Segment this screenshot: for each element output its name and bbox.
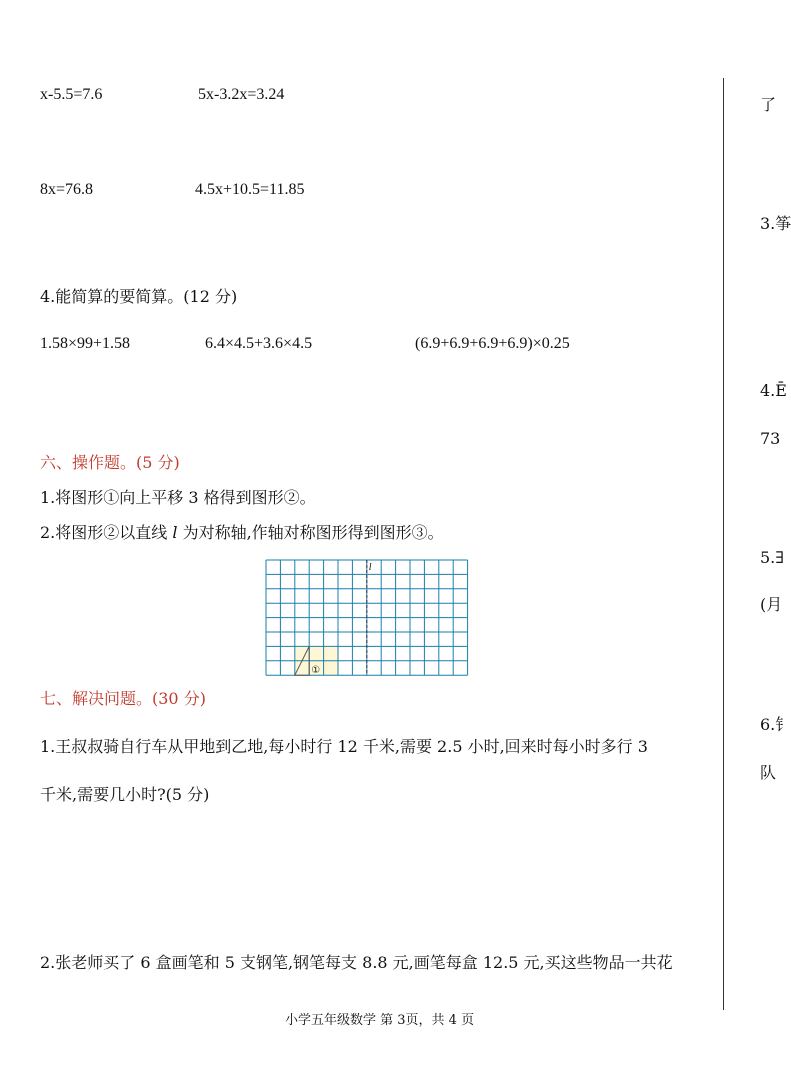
grid-figure xyxy=(265,559,468,677)
section7-title: 七、解决问题。(30 分) xyxy=(40,689,206,708)
q4-title: 4.能简算的要简算。(12 分) xyxy=(40,287,238,306)
equation-1: x-5.5=7.6 xyxy=(40,86,103,103)
q4-item-2: 6.4×4.5+3.6×4.5 xyxy=(205,335,313,352)
right-fragment-2: 3.筝 xyxy=(760,214,791,233)
section6-q2-after: 为对称轴,作轴对称图形得到图形③。 xyxy=(177,523,444,542)
right-fragment-8: 队 xyxy=(760,763,777,782)
section6-q2 xyxy=(40,524,444,542)
equation-2: 5x-3.2x=3.24 xyxy=(198,86,285,103)
section6-q1: 1.将图形①向上平移 3 格得到图形②。 xyxy=(40,488,316,507)
right-fragment-3: 4.Ē xyxy=(760,381,787,400)
q4-item-1: 1.58×99+1.58 xyxy=(40,335,131,352)
equation-3: 8x=76.8 xyxy=(40,181,94,198)
page-footer: 小学五年级数学 第 3页，共 4 页 xyxy=(285,1013,475,1028)
right-fragment-6: (月 xyxy=(760,595,783,614)
section7-q2-line1: 2.张老师买了 6 盒画笔和 5 支钢笔,钢笔每支 8.8 元,画笔每盒 12.5 元,买这些物品一共花 xyxy=(40,953,673,972)
grid-svg xyxy=(265,559,468,677)
axis-label: l xyxy=(368,562,372,573)
section6-title: 六、操作题。(5 分) xyxy=(40,453,180,472)
right-fragment-7: 6.钅 xyxy=(760,715,791,734)
q4-item-3: (6.9+6.9+6.9+6.9)×0.25 xyxy=(415,335,570,352)
shape-label: ① xyxy=(311,665,321,677)
right-fragment-5: 5.∃ xyxy=(760,548,784,567)
section7-q1-line1: 1.王叔叔骑自行车从甲地到乙地,每小时行 12 千米,需要 2.5 小时,回来时每小时多行 3 xyxy=(40,737,648,756)
right-fragment-4: 73 xyxy=(760,429,781,448)
section6-q2-line-symbol: l xyxy=(172,523,178,542)
right-fragment-1: 了 xyxy=(760,95,777,114)
column-divider xyxy=(723,78,724,1010)
equation-4: 4.5x+10.5=11.85 xyxy=(195,181,305,198)
section7-q1-line2: 千米,需要几小时?(5 分) xyxy=(40,785,210,804)
section6-q2-before: 2.将图形②以直线 xyxy=(40,523,173,542)
